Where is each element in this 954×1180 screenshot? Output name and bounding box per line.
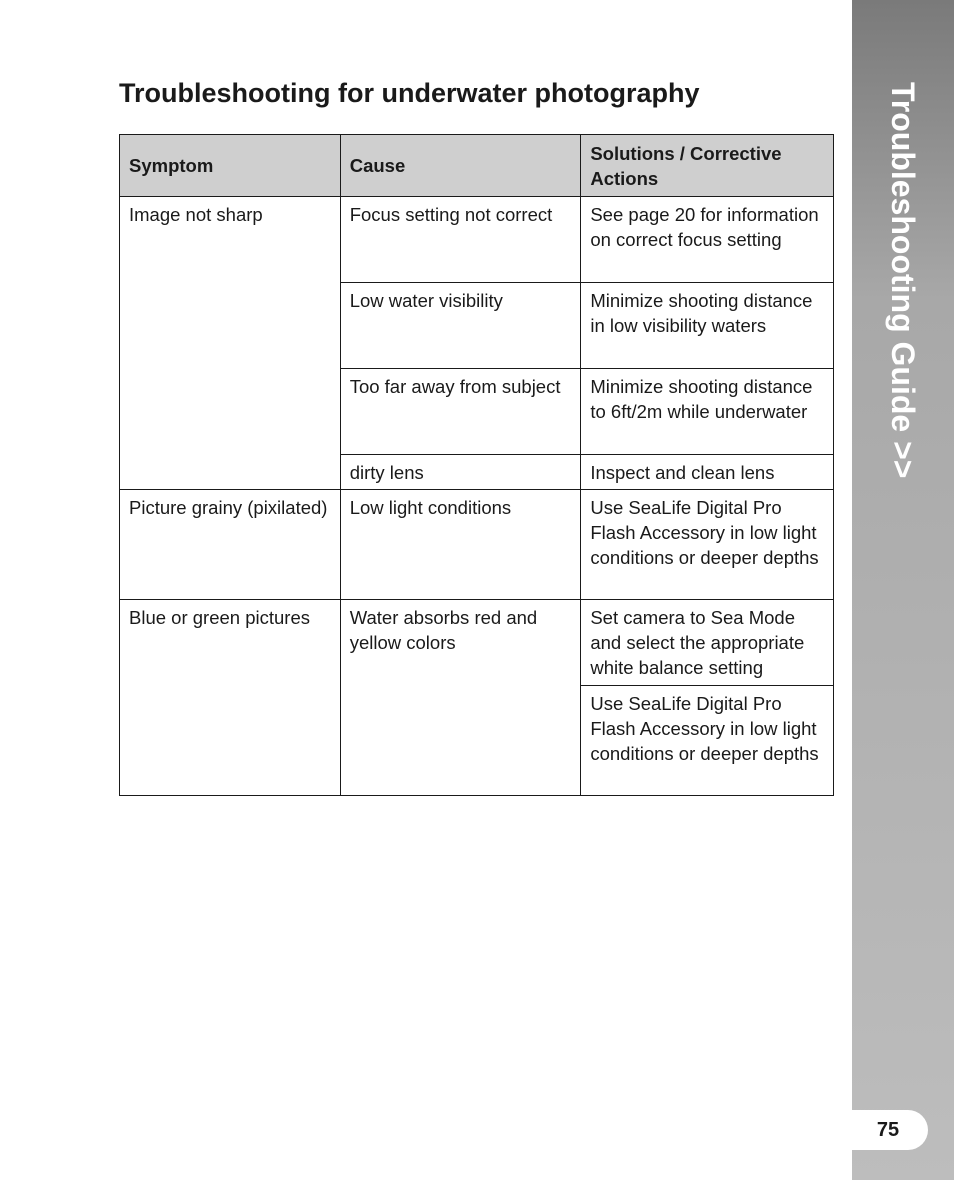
cause-cell: Low water visibility [340,283,581,369]
header-cause: Cause [340,135,581,197]
solution-cell: Minimize shooting distance to 6ft/2m while underwater [581,369,834,455]
table-header-row [120,135,834,197]
cause-cell: Too far away from subject [340,369,581,455]
cause-cell: Focus setting not correct [340,197,581,283]
cause-cell: dirty lens [340,455,581,490]
solution-cell: Use SeaLife Digital Pro Flash Accessory in low light conditions or deeper depths [581,490,834,600]
header-symptom: Symptom [120,135,341,197]
solution-cell: Set camera to Sea Mode and select the appropriate white balance setting [581,600,834,686]
solution-cell: Inspect and clean lens [581,455,834,490]
troubleshooting-table [119,134,834,796]
cause-cell: Low light conditions [340,490,581,600]
header-solutions: Solutions / Corrective Actions [581,135,834,197]
symptom-cell: Picture grainy (pixilated) [120,490,341,600]
side-tab-title: Troubleshooting Guide >> [885,82,921,479]
solution-cell: See page 20 for information on correct focus setting [581,197,834,283]
table-row [120,197,834,283]
symptom-cell: Blue or green pictures [120,600,341,796]
page-number: 75 [876,1119,900,1141]
table-row [120,600,834,686]
symptom-cell: Image not sharp [120,197,341,490]
solution-cell: Use SeaLife Digital Pro Flash Accessory in low light conditions or deeper depths [581,686,834,796]
cause-cell: Water absorbs red and yellow colors [340,600,581,796]
table-row [120,490,834,600]
solution-cell: Minimize shooting distance in low visibility waters [581,283,834,369]
page-title: Troubleshooting for underwater photography [119,78,700,108]
